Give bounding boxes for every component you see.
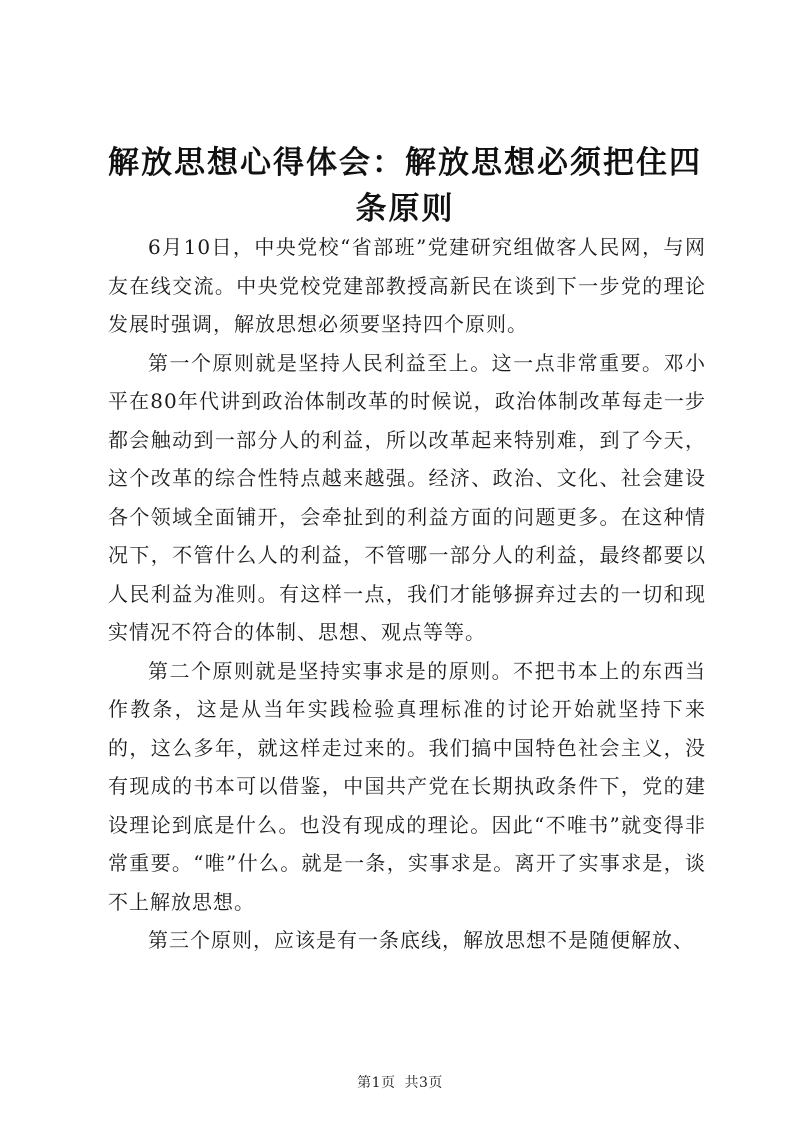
- paragraph-2: 第一个原则就是坚持人民利益至上。这一点非常重要。邓小平在80年代讲到政治体制改革的时候说，政治体制改革每走一步都会触动到一部分人的利益，所以改革起来特别难，到了今天，这个改革的综合性特点越来越强。经济、政治、文化、社会建设各个领域全面铺开，会牵扯到的利益方面的问题更多。在这种情况下，不管什么人的利益，不管哪一部分人的利益，最终都要以人民利益为准则。有这样一点，我们才能够摒弃过去的一切和现实情况不符合的体制、思想、观点等等。: [108, 350, 706, 644]
- page-number: 第1页: [357, 1075, 396, 1091]
- page-footer: [0, 1072, 800, 1092]
- document-body: [108, 228, 706, 960]
- paragraph-4: 第三个原则，应该是有一条底线，解放思想不是随便解放、: [148, 928, 694, 952]
- page-total: 共3页: [404, 1075, 443, 1091]
- page-title: 解放思想心得体会：解放思想必须把住四条原则: [108, 145, 702, 227]
- paragraph-1: 6月10日，中央党校“省部班”党建研究组做客人民网，与网友在线交流。中央党校党建部教授高新民在谈到下一步党的理论发展时强调，解放思想必须要坚持四个原则。: [108, 235, 706, 336]
- paragraph-3: 第二个原则就是坚持实事求是的原则。不把书本上的东西当作教条，这是从当年实践检验真理标准的讨论开始就坚持下来的，这么多年，就这样走过来的。我们搞中国特色社会主义，没有现成的书本可以借鉴，中国共产党在长期执政条件下，党的建设理论到底是什么。也没有现成的理论。因此“不唯书”就变得非常重要。“唯”什么。就是一条，实事求是。离开了实事求是，谈不上解放思想。: [108, 658, 706, 914]
